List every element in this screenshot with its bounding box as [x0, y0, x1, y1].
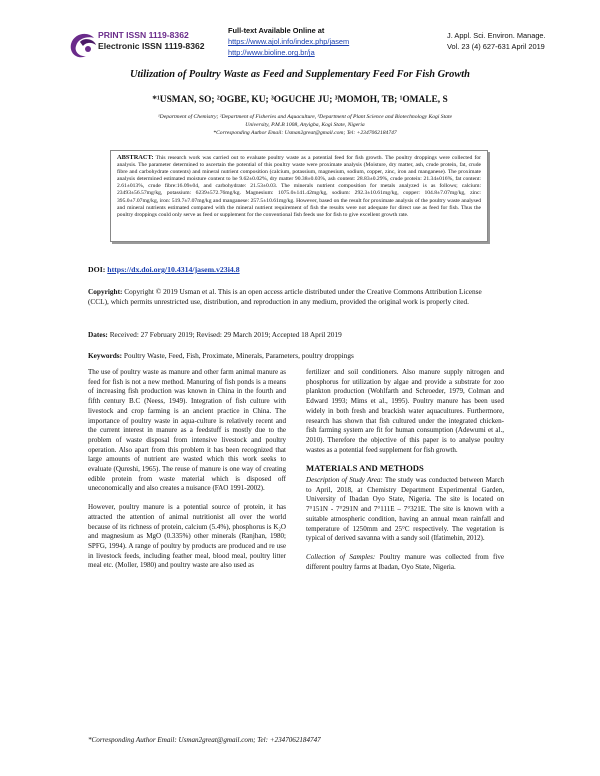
issn-block — [98, 30, 205, 52]
fulltext-label: Full-text Available Online at — [228, 26, 325, 35]
electronic-issn: Electronic ISSN 1119-8362 — [98, 41, 205, 51]
right-column — [306, 368, 504, 581]
affiliation-line-3: *Corresponding Author Email: Usman2great@gmail.com; Tel: +2347062184747 — [213, 130, 397, 136]
subsection-label: Description of Study Area: — [306, 476, 383, 485]
abstract-label: ABSTRACT: — [117, 154, 154, 161]
subsection-text: The study was conducted between March to April, 2018, at Chemistry Department Experimental Garden, University of Ibadan Oyo State, Nigeria. The site is located on 7°151N - 7°291N and 7°111E – 7°321E. The site is known with a suitable atmospheric condition, having an annual mean rainfall and temperature of 1250mm and 25°C respectively. The vegetation is typical of derived savanna with a sandy soil (Ifatimehin, 2012). — [306, 476, 504, 543]
keywords-label: Keywords: — [88, 351, 123, 360]
article-title: Utilization of Poultry Waste as Feed and Supplementary Feed For Fish Growth — [130, 69, 470, 80]
article-authors: *¹USMAN, SO; ²OGBE, KU; ³OGUCHE JU; ³MOMOH, TB; ¹OMALE, S — [152, 95, 448, 105]
journal-volume: Vol. 23 (4) 627-631 April 2019 — [447, 42, 545, 51]
journal-logo — [68, 30, 102, 60]
copyright-text: Copyright © 2019 Usman et al. This is an open access article distributed under the Creative Commons Attribution License (CCL), which permits unrestricted use, distribution, and reproduction in any medium, provided the original work is properly cited. — [88, 287, 482, 306]
copyright-block — [88, 287, 504, 306]
subsection-label: Collection of Samples: — [306, 552, 376, 561]
fulltext-block — [228, 25, 349, 59]
dates-text: Received: 27 February 2019; Revised: 29 March 2019; Accepted 18 April 2019 — [109, 330, 342, 339]
doi-link[interactable]: https://dx.doi.org/10.4314/jasem.v23i4.8 — [107, 265, 240, 274]
left-column — [88, 368, 286, 580]
subsection-text: Poultry manure was collected from five different poultry farms at Ibadan, Oyo State, Nigeria. — [306, 552, 504, 571]
affiliations — [110, 113, 500, 137]
keywords-text: Poultry Waste, Feed, Fish, Proximate, Minerals, Parameters, poultry droppings — [123, 351, 354, 360]
affiliation-line-1: ¹Department of Chemistry; ²Department of Fisheries and Aquaculture, ³Department of Plant Science and Biotechnology Kogi State — [158, 114, 452, 120]
affiliation-line-2: University, P.M.B 1008, Anyigba, Kogi State, Nigeria — [245, 122, 365, 128]
paragraph-samples — [306, 553, 504, 572]
abstract-text: This research work was carried out to evaluate poultry waste as a potential feed for fish growth. The poultry droppings were collected for analysis. The parameter determined to ascertain the potential of this poultry waste were proximate analysis (Moisture, dry matter, ash, crude protein, fat, crude fibre and carbohydrate contents) and mineral nutrient composition (calcium, potassium, magnesium, sodium, copper, zinc, iron and manganese). The proximate analysis determined estimated moisture content to be 9.62±0.02%, dry matter 90.38±0.03%, ash content: 28.83±0.29%, crude protein: 21.34±016%, fat content: 2.61±013%, crude fibre:16.09±04, and carbohydrate: 21.53±0.03. The minerals nutrient composition for metals analyzed is as follows; calcium: 23493±56.57mg/kg, potassium: 6239±572.76mg/kg. Magnesium: 1075.0±141.42mg/kg, sodium: 292.3±10.61mg/kg, copper: 104.8±7.07mg/kg, zinc: 395.0±7.07mg/kg, iron: 519.7±7.07mg/kg and manganese: 257.5±10.61mg/kg. However, based on the result for proximate analysis of the poultry waste analysed and mineral nutrients estimated compared with the mineral nutrient requirement of fish the results were not adequate for direct use as feed for fish. Thus the poultry droppings could only serve as feed or supplement for the conventional fish feeds use for fish to give excellent growth rate. — [117, 155, 481, 218]
paragraph: fertilizer and soil conditioners. Also manure supply nitrogen and phosphorus for utilization by algae and provide a substrate for zoo plankton production (Wohlfarth and Schroeder, 1979, Colman and Edward 1993; Mims et al., 1995). Poultry manure has been used widely in both fresh and brackish water aquacultures. Furthermore, research has shown that fish cultured under the integrated chicken-fish farming system are fit for human consumption (Adewumi et al., 2010). Therefore the objective of this paper is to analyse poultry wastes as a potential feed supplement for fish growth. — [306, 368, 504, 454]
dates-label: Dates: — [88, 330, 108, 339]
dates-line — [88, 330, 342, 339]
paragraph-study-area — [306, 476, 504, 544]
keywords-line — [88, 351, 354, 360]
print-issn: PRINT ISSN 1119-8362 — [98, 30, 189, 40]
abstract-box — [110, 150, 488, 242]
bioline-link[interactable]: http://www.bioline.org.br/ja — [228, 48, 315, 58]
paragraph: However, poultry manure is a potential source of protein, it has attracted the attention of animal nutritionist all over the world because of its richness of protein, calcium (5.4%), phosphorus is K₂O and magnesium as MgO (0.335%) other minerals (Ranjhan, 1980; SPFG, 1994). A range of poultry by products are produced and re use in livestock feeds, including feather meal, blood meal, poultry litter meal etc. (Moller, 1980) and poultry waste are also used as — [88, 503, 286, 570]
footer-corresponding-author: *Corresponding Author Email: Usman2great@gmail.com; Tel: +2347062184747 — [88, 736, 321, 744]
section-heading: MATERIALS AND METHODS — [306, 463, 424, 474]
journal-citation — [447, 30, 546, 52]
copyright-label: Copyright: — [88, 287, 123, 296]
ajol-link[interactable]: https://www.ajol.info/index.php/jasem — [228, 37, 350, 47]
doi-line — [88, 265, 240, 274]
paragraph: The use of poultry waste as manure and other farm animal manure as feed for fish is not a new method. Manuring of fish ponds is a means of increasing fish production was known in China in the fourth and fifth century B.C (Neess, 1949). Integration of fish culture with livestock and crop farming is an ancient practice in China. The importance of poultry waste in aqua-culture is relatively recent and the current interest in manure as a feedstuff is mostly due to the problem of waste disposal from intensive livestock and poultry operation. Also apart from this problem it has been recognized that large amounts of nutrient are wasted which this work seeks to evaluate (Qureshi, 1965). The reuse of manure is one way of creating edible protein from waste material which is disposed off uneconomically and also creates a nuisance (FAO 1991-2002). — [88, 368, 286, 493]
journal-name: J. Appl. Sci. Environ. Manage. — [447, 31, 546, 40]
doi-label: DOI: — [88, 265, 106, 274]
